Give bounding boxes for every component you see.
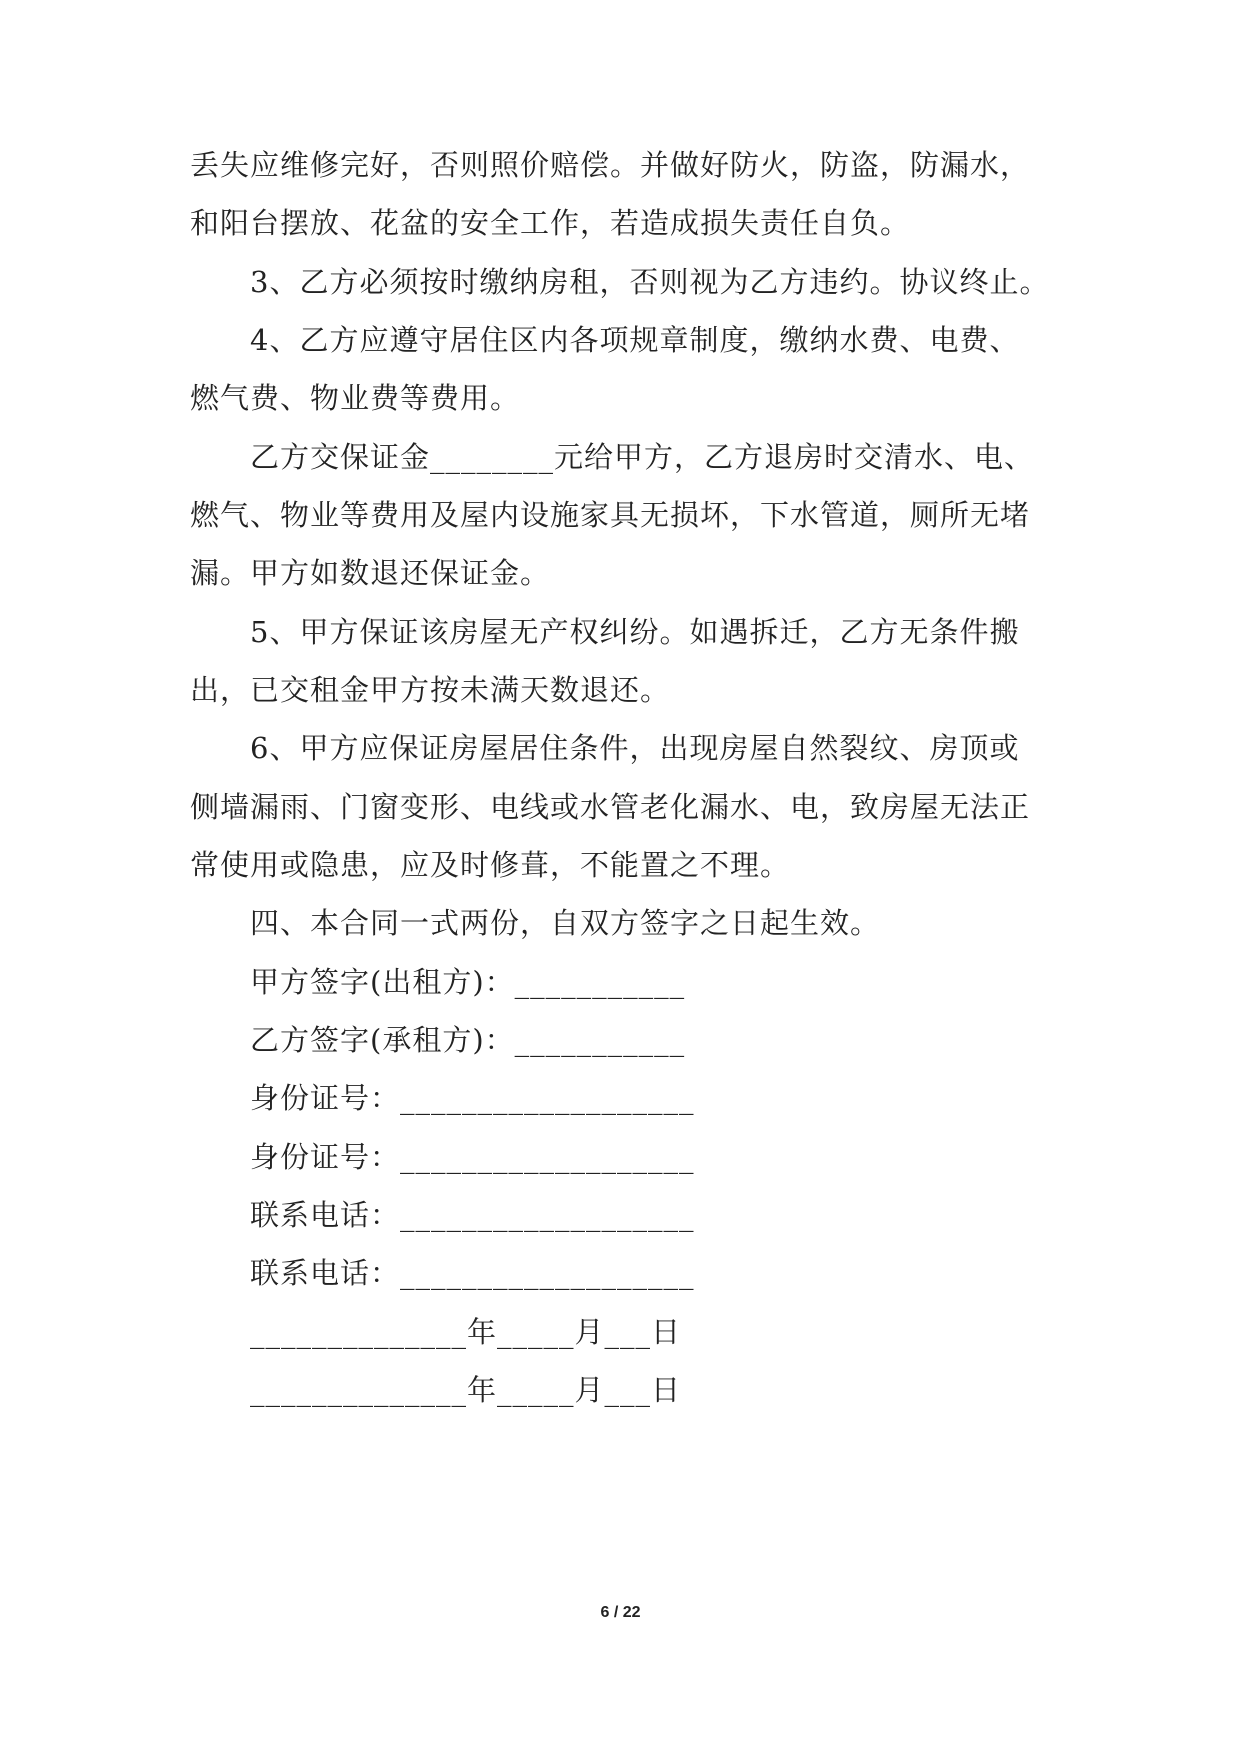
- text-line: 丢失应维修完好，否则照价赔偿。并做好防火，防盗，防漏水，: [190, 148, 1031, 182]
- text-line: 6、甲方应保证房屋居住条件，出现房屋自然裂纹、房顶或: [250, 731, 1020, 765]
- signature-line-party-b: 乙方签字(承租方)：___________: [250, 1023, 686, 1057]
- phone-line: 联系电话：___________________: [250, 1256, 695, 1290]
- signature-line-party-a: 甲方签字(出租方)：___________: [250, 965, 686, 999]
- text-line: 4、乙方应遵守居住区内各项规章制度，缴纳水费、电费、: [250, 323, 1020, 357]
- page-number: 6 / 22: [600, 1604, 641, 1621]
- id-number-line: 身份证号：___________________: [250, 1140, 695, 1174]
- text-line: 3、乙方必须按时缴纳房租，否则视为乙方违约。协议终止。: [250, 265, 1050, 299]
- text-line: 侧墙漏雨、门窗变形、电线或水管老化漏水、电，致房屋无法正: [190, 790, 1031, 824]
- text-line: 5、甲方保证该房屋无产权纠纷。如遇拆迁，乙方无条件搬: [250, 615, 1020, 649]
- text-line: 四、本合同一式两份，自双方签字之日起生效。: [250, 906, 881, 940]
- date-line: ______________年_____月___日: [250, 1373, 682, 1407]
- text-line: 燃气、物业等费用及屋内设施家具无损坏，下水管道，厕所无堵: [190, 498, 1031, 532]
- text-line: 出，已交租金甲方按未满天数退还。: [190, 673, 671, 707]
- id-number-line: 身份证号：___________________: [250, 1081, 695, 1115]
- text-line: 常使用或隐患，应及时修葺，不能置之不理。: [190, 848, 791, 882]
- text-line: 和阳台摆放、花盆的安全工作，若造成损失责任自负。: [190, 206, 911, 240]
- date-line: ______________年_____月___日: [250, 1315, 682, 1349]
- phone-line: 联系电话：___________________: [250, 1198, 695, 1232]
- text-line: 乙方交保证金________元给甲方，乙方退房时交清水、电、: [250, 440, 1035, 474]
- text-line: 漏。甲方如数退还保证金。: [190, 556, 551, 590]
- text-line: 燃气费、物业费等费用。: [190, 381, 521, 415]
